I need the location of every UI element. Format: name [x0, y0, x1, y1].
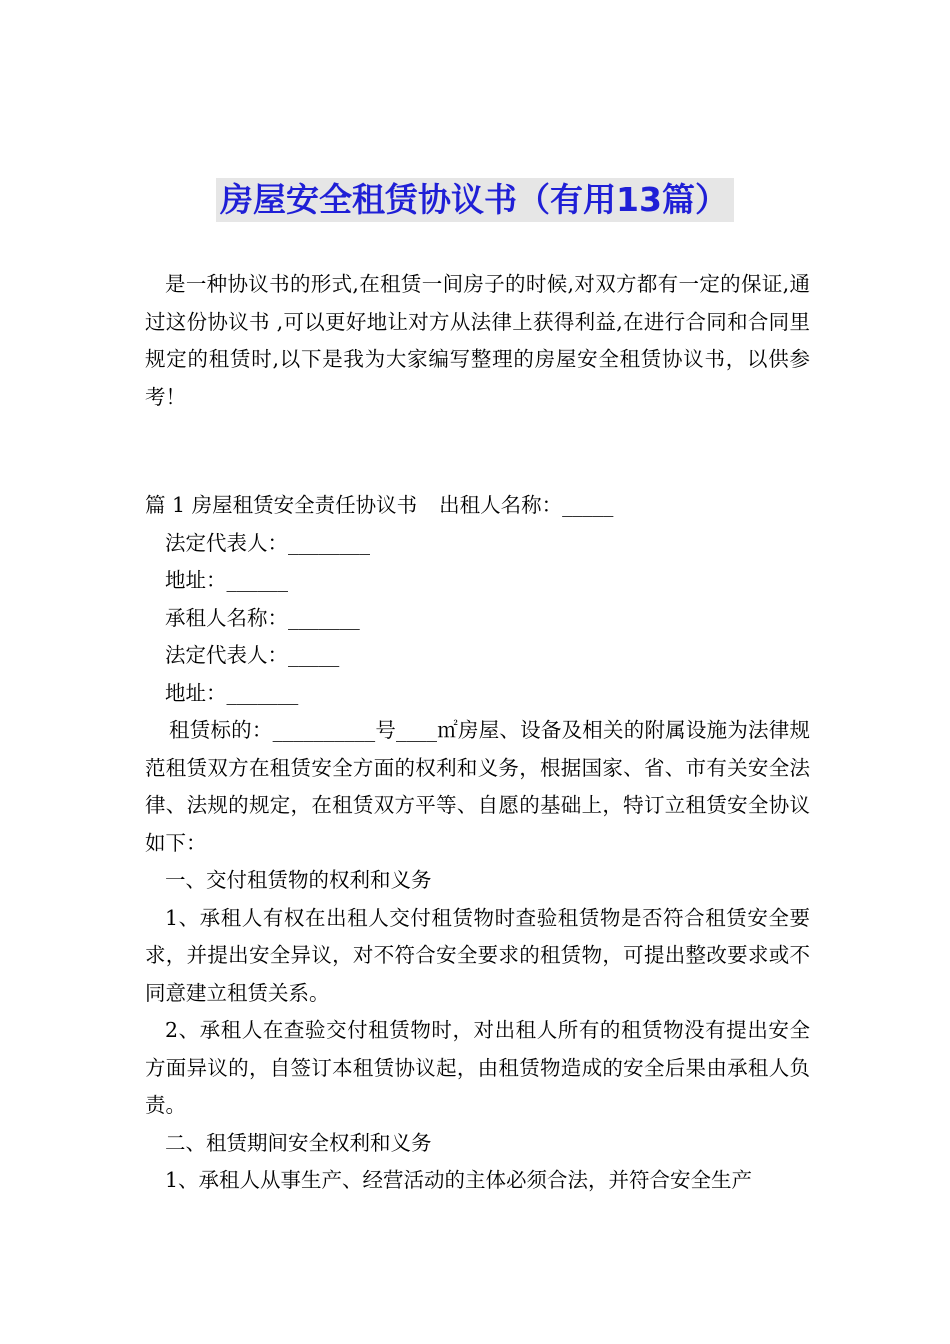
- field-legal-rep-2: 法定代表人：_____: [165, 643, 340, 667]
- lessor-name-field: 出租人名称：_____: [439, 493, 614, 517]
- section-heading-row: [145, 487, 810, 525]
- intro-paragraph: 是一种协议书的形式,在租赁一间房子的时候,对双方都有一定的保证,通过这份协议书 ,可以更好地让对方从法律上获得利益,在进行合同和合同里规定的租赁时,以下是我为大家编写整理的房屋安全租赁协议书，以供参考！: [145, 272, 810, 409]
- clause-1-1: 1、承租人有权在出租人交付租赁物时查验租赁物是否符合租赁安全要求，并提出安全异议，对不符合安全要求的租赁物，可提出整改要求或不同意建立租赁关系。: [145, 905, 810, 1005]
- field-lessee-name: 承租人名称：_______: [165, 605, 360, 630]
- field-address-1: 地址：______: [165, 568, 288, 592]
- title-container: [0, 178, 950, 222]
- document-title: 房屋安全租赁协议书（有用13篇）: [216, 178, 734, 222]
- document-body: [145, 487, 810, 1200]
- field-legal-rep-1: 法定代表人：________: [165, 530, 370, 555]
- heading-1: 一、交付租赁物的权利和义务: [165, 868, 432, 892]
- heading-2: 二、租赁期间安全权利和义务: [165, 1130, 432, 1155]
- lease-object-paragraph: 租赁标的：__________号____㎡房屋、设备及相关的附属设施为法律规范租赁双方在租赁安全方面的权利和义务，根据国家、省、市有关安全法律、法规的规定，在租赁双方平等、自愿的基础上，特订立租赁安全协议如下：: [145, 718, 810, 855]
- clause-1-2: 2、承租人在查验交付租赁物时，对出租人所有的租赁物没有提出安全方面异议的，自签订本租赁协议起，由租赁物造成的安全后果由承租人负责。: [145, 1018, 810, 1117]
- field-address-2: 地址：_______: [165, 680, 299, 705]
- clause-2-1: 1、承租人从事生产、经营活动的主体必须合法，并符合安全生产: [165, 1168, 753, 1192]
- section-heading: 篇 1 房屋租赁安全责任协议书: [145, 493, 418, 517]
